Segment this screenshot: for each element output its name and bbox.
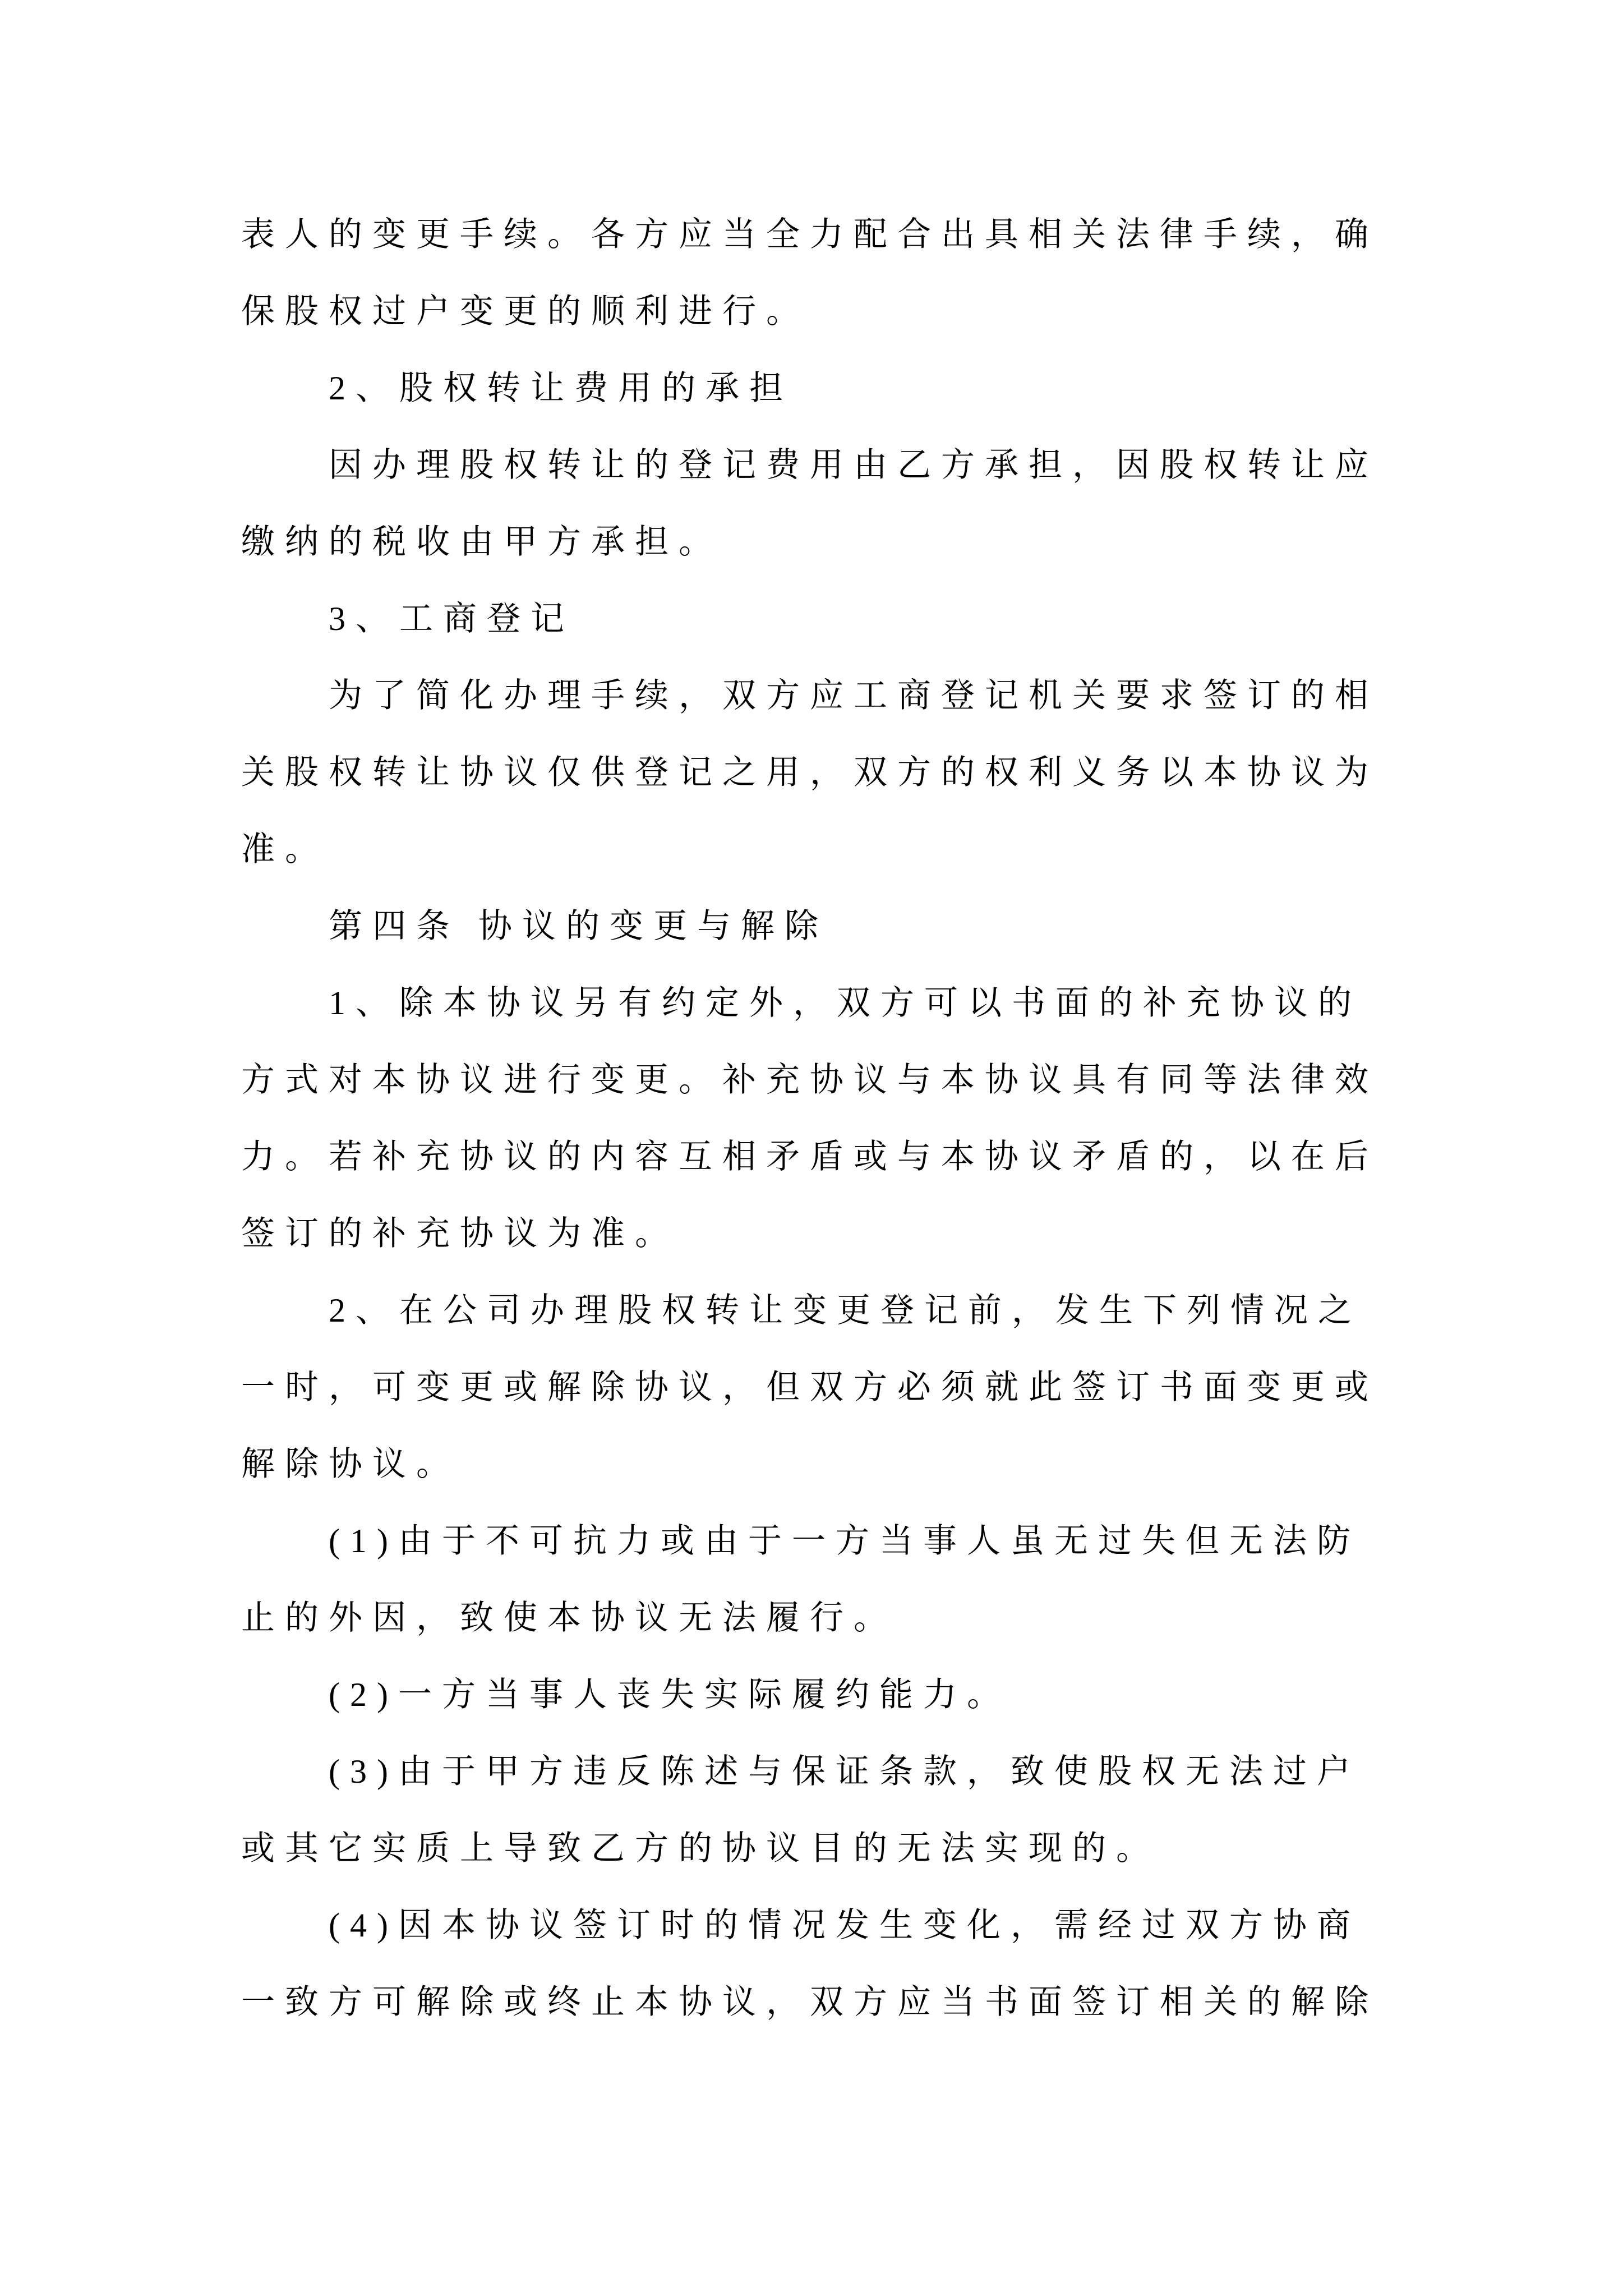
text-line: 缴纳的税收由甲方承担。 [241,523,722,560]
text-line: 方式对本协议进行变更。补充协议与本协议具有同等法律效 [241,1061,1378,1098]
text-line: 2、股权转让费用的承担 [329,370,793,407]
text-line: 准。 [241,831,329,868]
text-line: 一致方可解除或终止本协议，双方应当书面签订相关的解除 [241,1984,1378,2021]
text-line: 签订的补充协议为准。 [241,1215,679,1252]
text-line: 第四条 协议的变更与解除 [329,908,828,945]
text-line: 或其它实质上导致乙方的协议目的无法实现的。 [241,1830,1160,1867]
text-line: 保股权过户变更的顺利进行。 [241,293,810,330]
text-line: 关股权转让协议仅供登记之用，双方的权利义务以本协议为 [241,754,1378,791]
text-line: 一时，可变更或解除协议，但双方必须就此签订书面变更或 [241,1369,1378,1406]
text-line: 表人的变更手续。各方应当全力配合出具相关法律手续，确 [241,216,1378,253]
text-line: 为了简化办理手续，双方应工商登记机关要求签订的相 [329,677,1378,714]
text-line: (3)由于甲方违反陈述与保证条款，致使股权无法过户 [329,1753,1361,1790]
text-line: 解除协议。 [241,1446,460,1483]
text-line: (4)因本协议签订时的情况发生变化，需经过双方协商 [329,1907,1361,1944]
text-line: 因办理股权转让的登记费用由乙方承担，因股权转让应 [329,447,1378,484]
text-line: (1)由于不可抗力或由于一方当事人虽无过失但无法防 [329,1522,1361,1559]
text-line: 力。若补充协议的内容互相矛盾或与本协议矛盾的，以在后 [241,1138,1378,1175]
contract-text-block [241,196,1424,2041]
text-line: 3、工商登记 [329,600,574,637]
text-line: 止的外因，致使本协议无法履行。 [241,1599,897,1636]
text-line: 1、除本协议另有约定外，双方可以书面的补充协议的 [329,984,1362,1022]
text-line: 2、在公司办理股权转让变更登记前，发生下列情况之 [329,1292,1362,1329]
text-line: (2)一方当事人丧失实际履约能力。 [329,1676,1011,1713]
